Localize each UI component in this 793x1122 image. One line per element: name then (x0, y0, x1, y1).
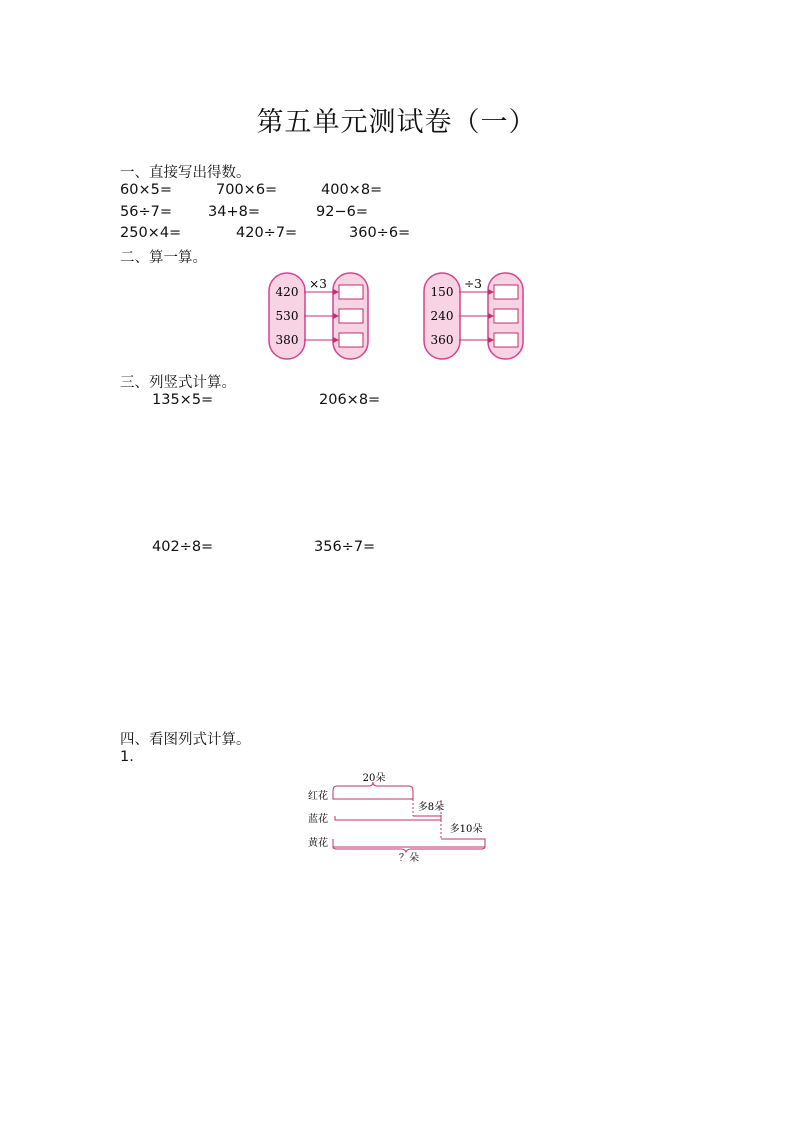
input-number: 240 (430, 309, 454, 323)
input-number: 530 (275, 309, 299, 323)
difference-label-2: 多10朵 (449, 824, 483, 835)
answer-box (494, 285, 518, 299)
answer-box (494, 309, 518, 323)
vertical-calc-problem: 135×5= (152, 392, 214, 408)
row-label-blue: 蓝花 (308, 814, 328, 825)
page-title: 第五单元测试卷（一） (256, 107, 537, 138)
exercise: 700×6= (216, 182, 278, 198)
section-1-heading: 一、直接写出得数。 (120, 165, 251, 181)
section-2-heading: 二、算一算。 (120, 250, 207, 266)
vertical-calc-problem: 206×8= (319, 392, 381, 408)
input-number: 360 (430, 333, 454, 347)
vertical-calc-problem: 402÷8= (152, 539, 214, 555)
section-4-heading: 四、看图列式计算。 (120, 732, 251, 748)
exercise: 56÷7= (120, 204, 172, 220)
top-quantity-label: 20朵 (362, 773, 386, 784)
unknown-total-label: ？朵 (399, 853, 419, 864)
flower-bar-diagram (300, 770, 495, 870)
vertical-calc-problem: 356÷7= (314, 539, 376, 555)
answer-box (339, 333, 363, 347)
answer-box (494, 333, 518, 347)
difference-label-1: 多8朵 (417, 802, 445, 813)
row-label-yellow: 黄花 (308, 838, 328, 849)
operator-label: ×3 (309, 277, 327, 291)
input-number: 380 (275, 333, 299, 347)
exercise: 360÷6= (349, 225, 411, 241)
mapping-diagram-divide (424, 273, 523, 359)
exercise: 92−6= (316, 204, 368, 220)
exercise: 400×8= (321, 182, 383, 198)
exercise: 34+8= (208, 204, 260, 220)
mapping-diagram-multiply (269, 273, 368, 359)
row-label-red: 红花 (308, 791, 328, 802)
item-number: 1. (120, 749, 134, 765)
exercise: 60×5= (120, 182, 172, 198)
exercise: 420÷7= (236, 225, 298, 241)
answer-box (339, 285, 363, 299)
answer-box (339, 309, 363, 323)
input-number: 420 (275, 285, 299, 299)
operator-label: ÷3 (464, 277, 482, 291)
exercise: 250×4= (120, 225, 182, 241)
mapping-diagrams (262, 268, 552, 362)
section-3-heading: 三、列竖式计算。 (120, 375, 236, 391)
input-number: 150 (430, 285, 454, 299)
